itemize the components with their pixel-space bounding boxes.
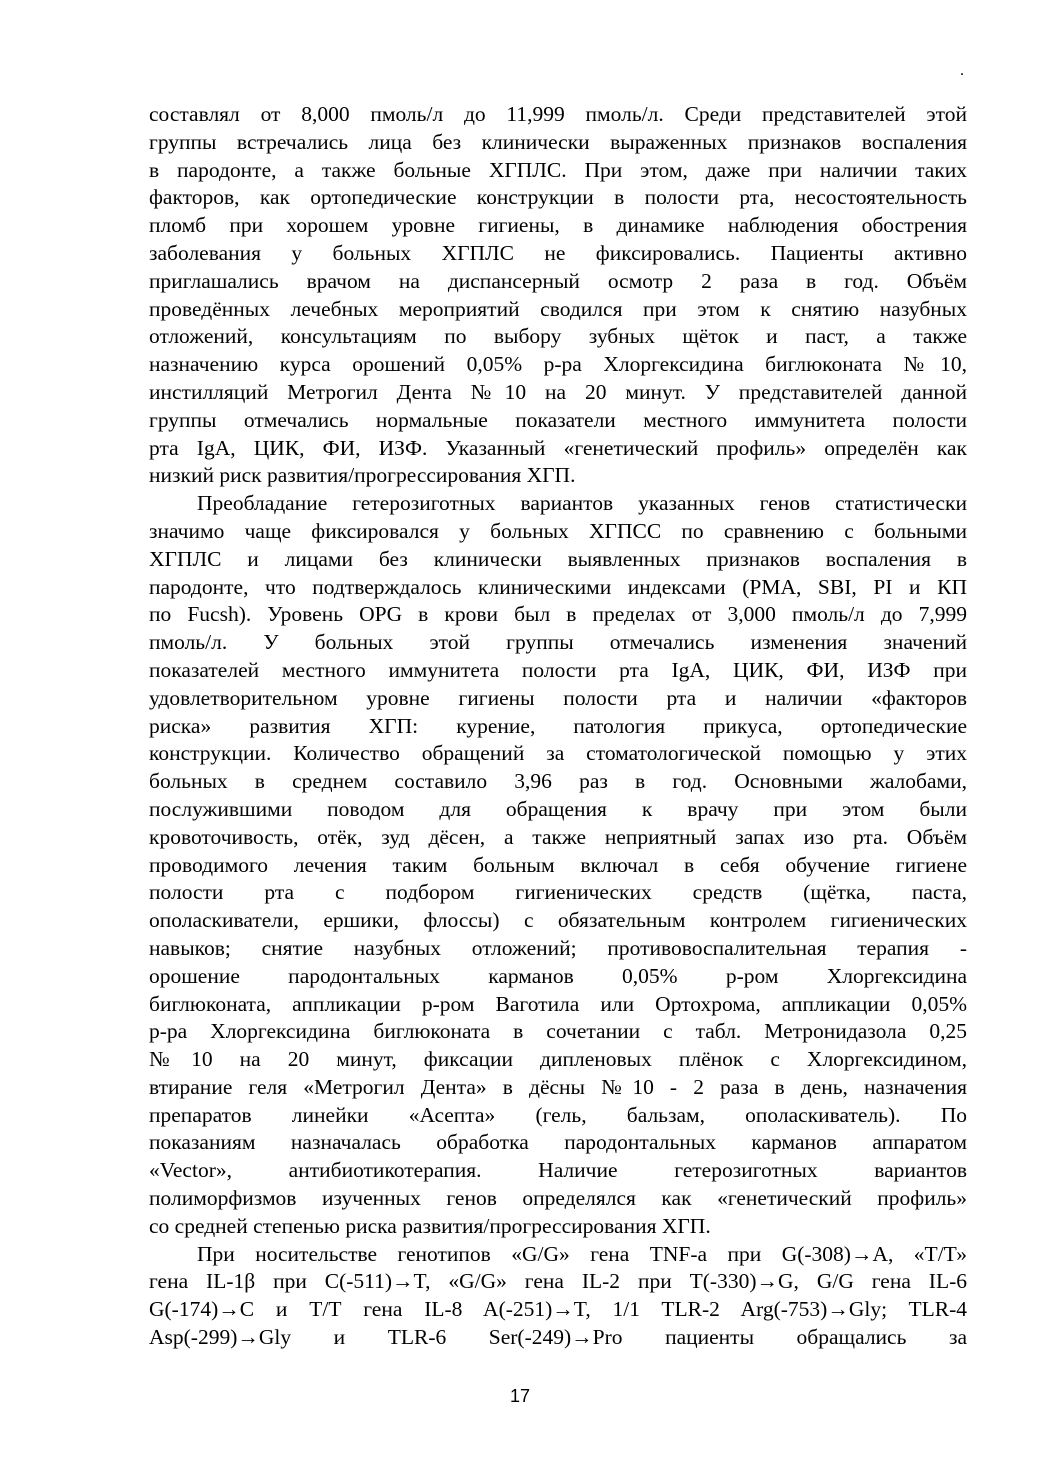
page-corner-mark: . [960,62,964,79]
text-line: удовлетворительном уровне гигиены полости рта и наличии «факторов [149,685,967,710]
paragraph-1 [149,101,967,490]
text-line: показателей местного иммунитета полости рта IgA, ЦИК, ФИ, ИЗФ при [149,657,967,682]
text-line: втирание геля «Метрогил Дента» в дёсны №10 - 2 раза в день, назначения [149,1074,967,1099]
text-line: составлял от 8,000 пмоль/л до 11,999 пмоль/л. Среди представителей этой [149,102,967,126]
text-line: При носительстве генотипов «G/G» гена TNF-a при G(-308)→A, «Т/Т» [197,1241,967,1266]
text-line: заболевания у больных ХГПЛС не фиксировались. Пациенты активно [149,240,967,265]
text-line: полиморфизмов изученных генов определялся как «генетический профиль» [149,1186,967,1211]
text-line: Преобладание гетерозиготных вариантов указанных генов статистически [197,491,967,516]
text-line: группы встречались лица без клинически выраженных признаков воспаления [149,129,967,154]
text-line: ХГПЛС и лицами без клинически выявленных признаков воспаления в [149,546,967,571]
text-line: группы отмечались нормальные показатели местного иммунитета полости [149,407,967,432]
text-line: полости рта с подбором гигиенических средств (щётка, паста, [149,880,967,905]
text-line: низкий риск развития/прогрессирования ХГП. [149,463,576,488]
text-line: пмоль/л. У больных этой группы отмечались изменения значений [149,630,967,655]
text-line: значимо чаще фиксировался у больных ХГПСС по сравнению с больными [149,518,967,543]
text-line: ополаскиватели, ершики, флоссы) с обязательным контролем гигиенических [149,908,967,933]
text-line: факторов, как ортопедические конструкции в полости рта, несостоятельность [149,185,967,210]
text-line: рта IgA, ЦИК, ФИ, ИЗФ. Указанный «генетический профиль» определён как [149,435,967,460]
text-line: пломб при хорошем уровне гигиены, в динамике наблюдения обострения [149,213,967,238]
page-number: 17 [509,1386,531,1406]
text-line: показаниям назначалась обработка пародонтальных карманов аппаратом [149,1130,967,1155]
text-line: по Fucsh). Уровень OPG в крови был в пределах от 3,000 пмоль/л до 7,999 [149,602,967,627]
text-line: назначению курса орошений 0,05% р-ра Хлоргексидина биглюконата №10, [149,352,967,377]
text-line: №10 на 20 минут, фиксации дипленовых плёнок с Хлоргексидином, [149,1047,967,1072]
text-line: отложений, консультациям по выбору зубных щёток и паст, а также [149,324,967,349]
text-line: приглашались врачом на диспансерный осмотр 2 раза в год. Объём [149,268,967,293]
text-line: проводимого лечения таким больным включал в себя обучение гигиене [149,852,967,877]
text-line: в пародонте, а также больные ХГПЛС. При этом, даже при наличии таких [149,157,967,182]
text-line: препаратов линейки «Асепта» (гель, бальзам, ополаскиватель). По [149,1102,967,1127]
text-line: гена IL-1β при C(-511)→T, «G/G» гена IL-2 при T(-330)→G, G/G гена IL-6 [149,1269,967,1294]
text-line: Asp(-299)→Gly и TLR-6 Ser(-249)→Pro пациенты обращались за [149,1325,967,1350]
text-line: больных в среднем составило 3,96 раз в год. Основными жалобами, [149,769,967,794]
text-line: кровоточивость, отёк, зуд дёсен, а также неприятный запах изо рта. Объём [149,824,967,849]
document-body [149,101,967,1352]
text-line: конструкции. Количество обращений за стоматологической помощью у этих [149,741,967,766]
text-line: орошение пародонтальных карманов 0,05% р-ром Хлоргексидина [149,963,967,988]
text-line: навыков; снятие назубных отложений; противовоспалительная терапия - [149,935,967,960]
text-line: «Vector», антибиотикотерапия. Наличие гетерозиготных вариантов [149,1158,967,1183]
text-line: инстилляций Метрогил Дента №10 на 20 минут. У представителей данной [149,379,967,404]
text-line: со средней степенью риска развития/прогрессирования ХГП. [149,1213,711,1238]
text-line: биглюконата, аппликации р-ром Ваготила или Ортохрома, аппликации 0,05% [149,991,967,1016]
text-line: G(-174)→C и Т/Т гена IL-8 A(-251)→T, 1/1 TLR-2 Arg(-753)→Gly; TLR-4 [149,1297,967,1322]
text-line: риска» развития ХГП: курение, патология прикуса, ортопедические [149,713,967,738]
paragraph-3 [149,1241,967,1352]
paragraph-2 [149,490,967,1241]
text-line: р-ра Хлоргексидина биглюконата в сочетании с табл. Метронидазола 0,25 [149,1019,967,1044]
text-line: пародонте, что подтверждалось клиническими индексами (PMA, SBI, PI и КП [149,574,967,599]
text-line: проведённых лечебных мероприятий сводился при этом к снятию назубных [149,296,967,321]
text-line: послужившими поводом для обращения к врачу при этом были [149,796,967,821]
